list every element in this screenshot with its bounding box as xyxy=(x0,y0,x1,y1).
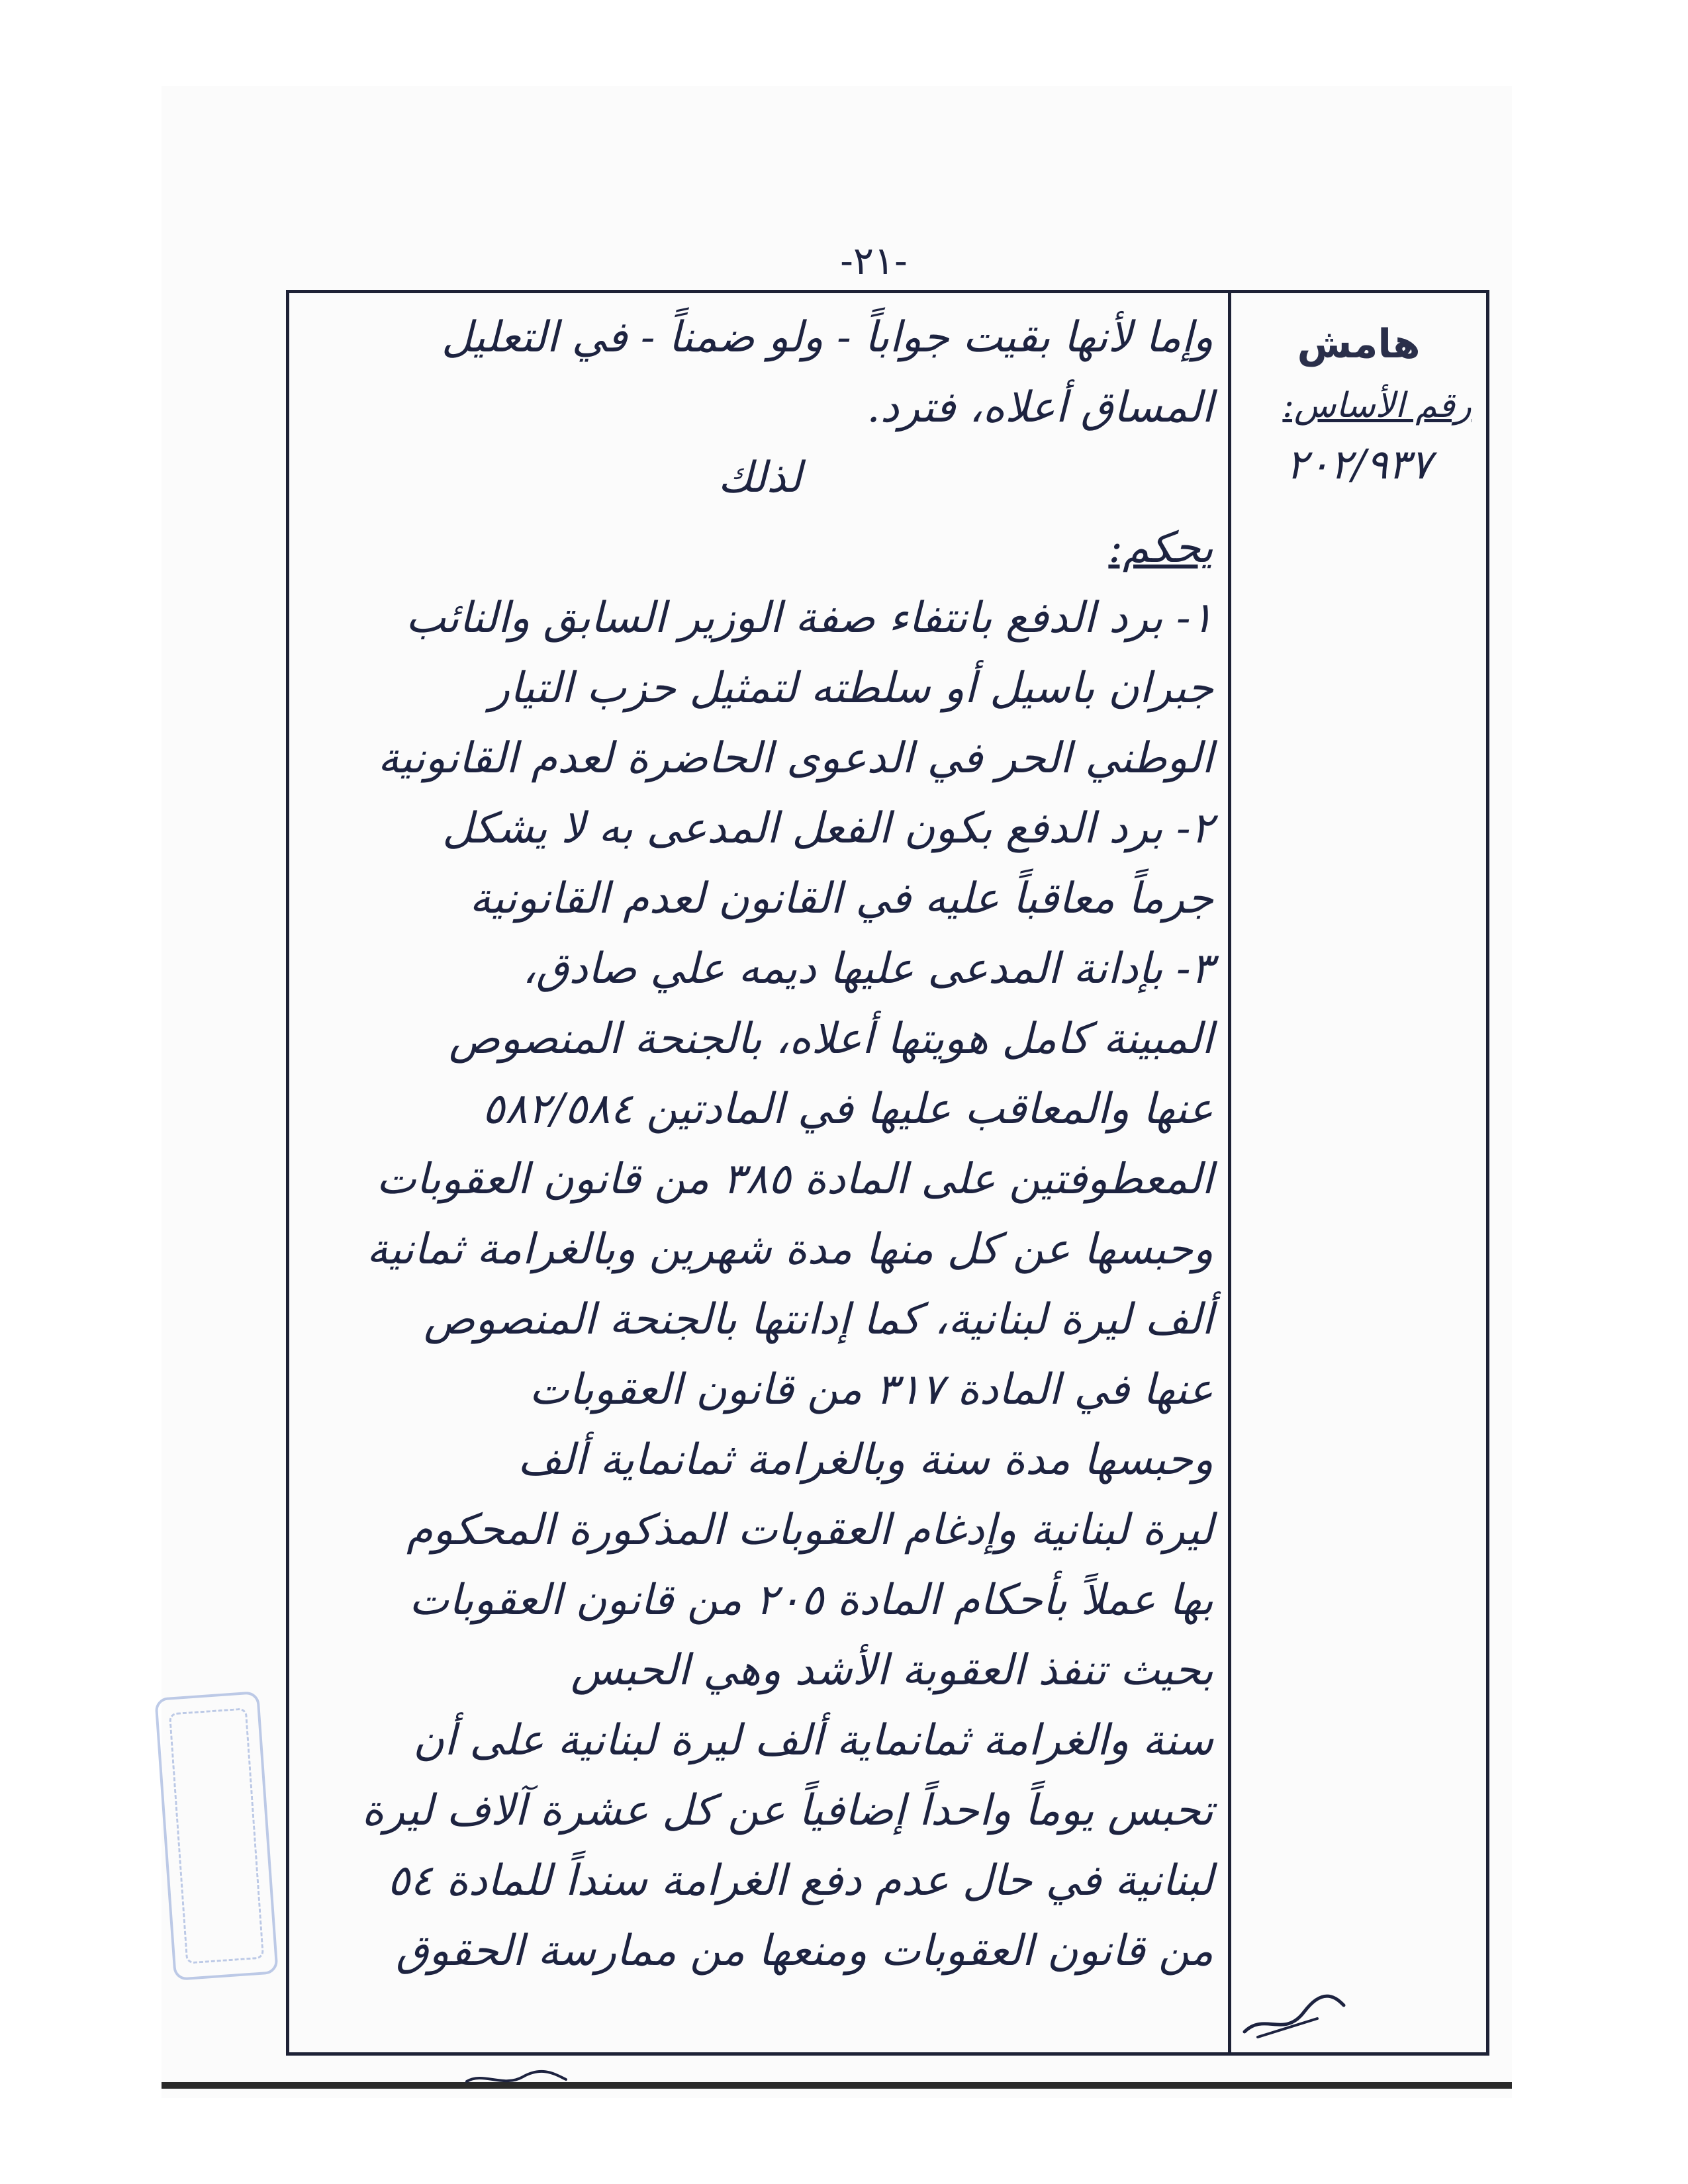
stamp-inner-ring xyxy=(169,1707,264,1964)
document-frame xyxy=(286,290,1489,2056)
official-stamp xyxy=(154,1691,278,1981)
body-line: المعطوفتين على المادة ٣٨٥ من قانون العقوبات xyxy=(376,1155,1213,1204)
margin-column xyxy=(1228,293,1486,2052)
body-line: وحبسها عن كل منها مدة شهرين وبالغرامة ثمانية xyxy=(366,1225,1213,1274)
case-number-label: رقم الأساس: xyxy=(1282,386,1472,426)
body-line: تحبس يوماً واحداً إضافياً عن كل عشرة آلاف ليرة xyxy=(361,1786,1213,1835)
scan-edge xyxy=(162,2082,1512,2089)
bottom-scribble xyxy=(463,2065,569,2091)
body-line: ١- برد الدفع بانتفاء صفة الوزير السابق والنائب xyxy=(405,594,1213,643)
body-line: عنها والمعاقب عليها في المادتين ٥٨٢/٥٨٤ xyxy=(482,1085,1213,1134)
body-line: جبران باسيل أو سلطته لتمثيل حزب التيار xyxy=(489,664,1213,713)
body-line: بحيث تنفذ العقوبة الأشد وهي الحبس xyxy=(571,1646,1213,1695)
body-line: ألف ليرة لبنانية، كما إدانتها بالجنحة المنصوص xyxy=(424,1295,1213,1344)
body-line: عنها في المادة ٣١٧ من قانون العقوبات xyxy=(529,1365,1213,1414)
case-number-value: ٢٠٢/٩٣٧ xyxy=(1286,440,1432,488)
handwritten-body xyxy=(306,302,1213,2043)
body-line: سنة والغرامة ثمانماية ألف ليرة لبنانية على أن xyxy=(413,1716,1213,1765)
signature-mark xyxy=(1238,1985,1350,2045)
body-line: ٢- برد الدفع بكون الفعل المدعى به لا يشكل xyxy=(442,804,1213,853)
body-line: وإما لأنها بقيت جواباً - ولو ضمناً - في التعليل xyxy=(441,313,1213,362)
body-line: المبينة كامل هويتها أعلاه، بالجنحة المنصوص xyxy=(449,1015,1213,1064)
body-line: لبنانية في حال عدم دفع الغرامة سنداً للمادة ٥٤ xyxy=(387,1856,1213,1905)
section-heading-therefore: لذلك xyxy=(718,453,802,502)
section-heading-verdict: يحكم: xyxy=(1108,523,1213,572)
body-line: بها عملاً بأحكام المادة ٢٠٥ من قانون العقوبات xyxy=(409,1576,1213,1625)
body-line: جرماً معاقباً عليه في القانون لعدم القانونية xyxy=(469,874,1213,923)
body-line: من قانون العقوبات ومنعها من ممارسة الحقوق xyxy=(396,1927,1213,1976)
body-line: المساق أعلاه، فترد. xyxy=(867,383,1213,432)
margin-heading: هامش xyxy=(1297,321,1421,367)
body-line: ٣- بإدانة المدعى عليها ديمه علي صادق، xyxy=(522,944,1213,993)
body-line: وحبسها مدة سنة وبالغرامة ثمانماية ألف xyxy=(518,1435,1213,1484)
body-line: ليرة لبنانية وإدغام العقوبات المذكورة المحكوم xyxy=(406,1506,1213,1555)
body-line: الوطني الحر في الدعوى الحاضرة لعدم القانونية xyxy=(377,734,1213,783)
page-number: -٢١- xyxy=(840,238,908,283)
